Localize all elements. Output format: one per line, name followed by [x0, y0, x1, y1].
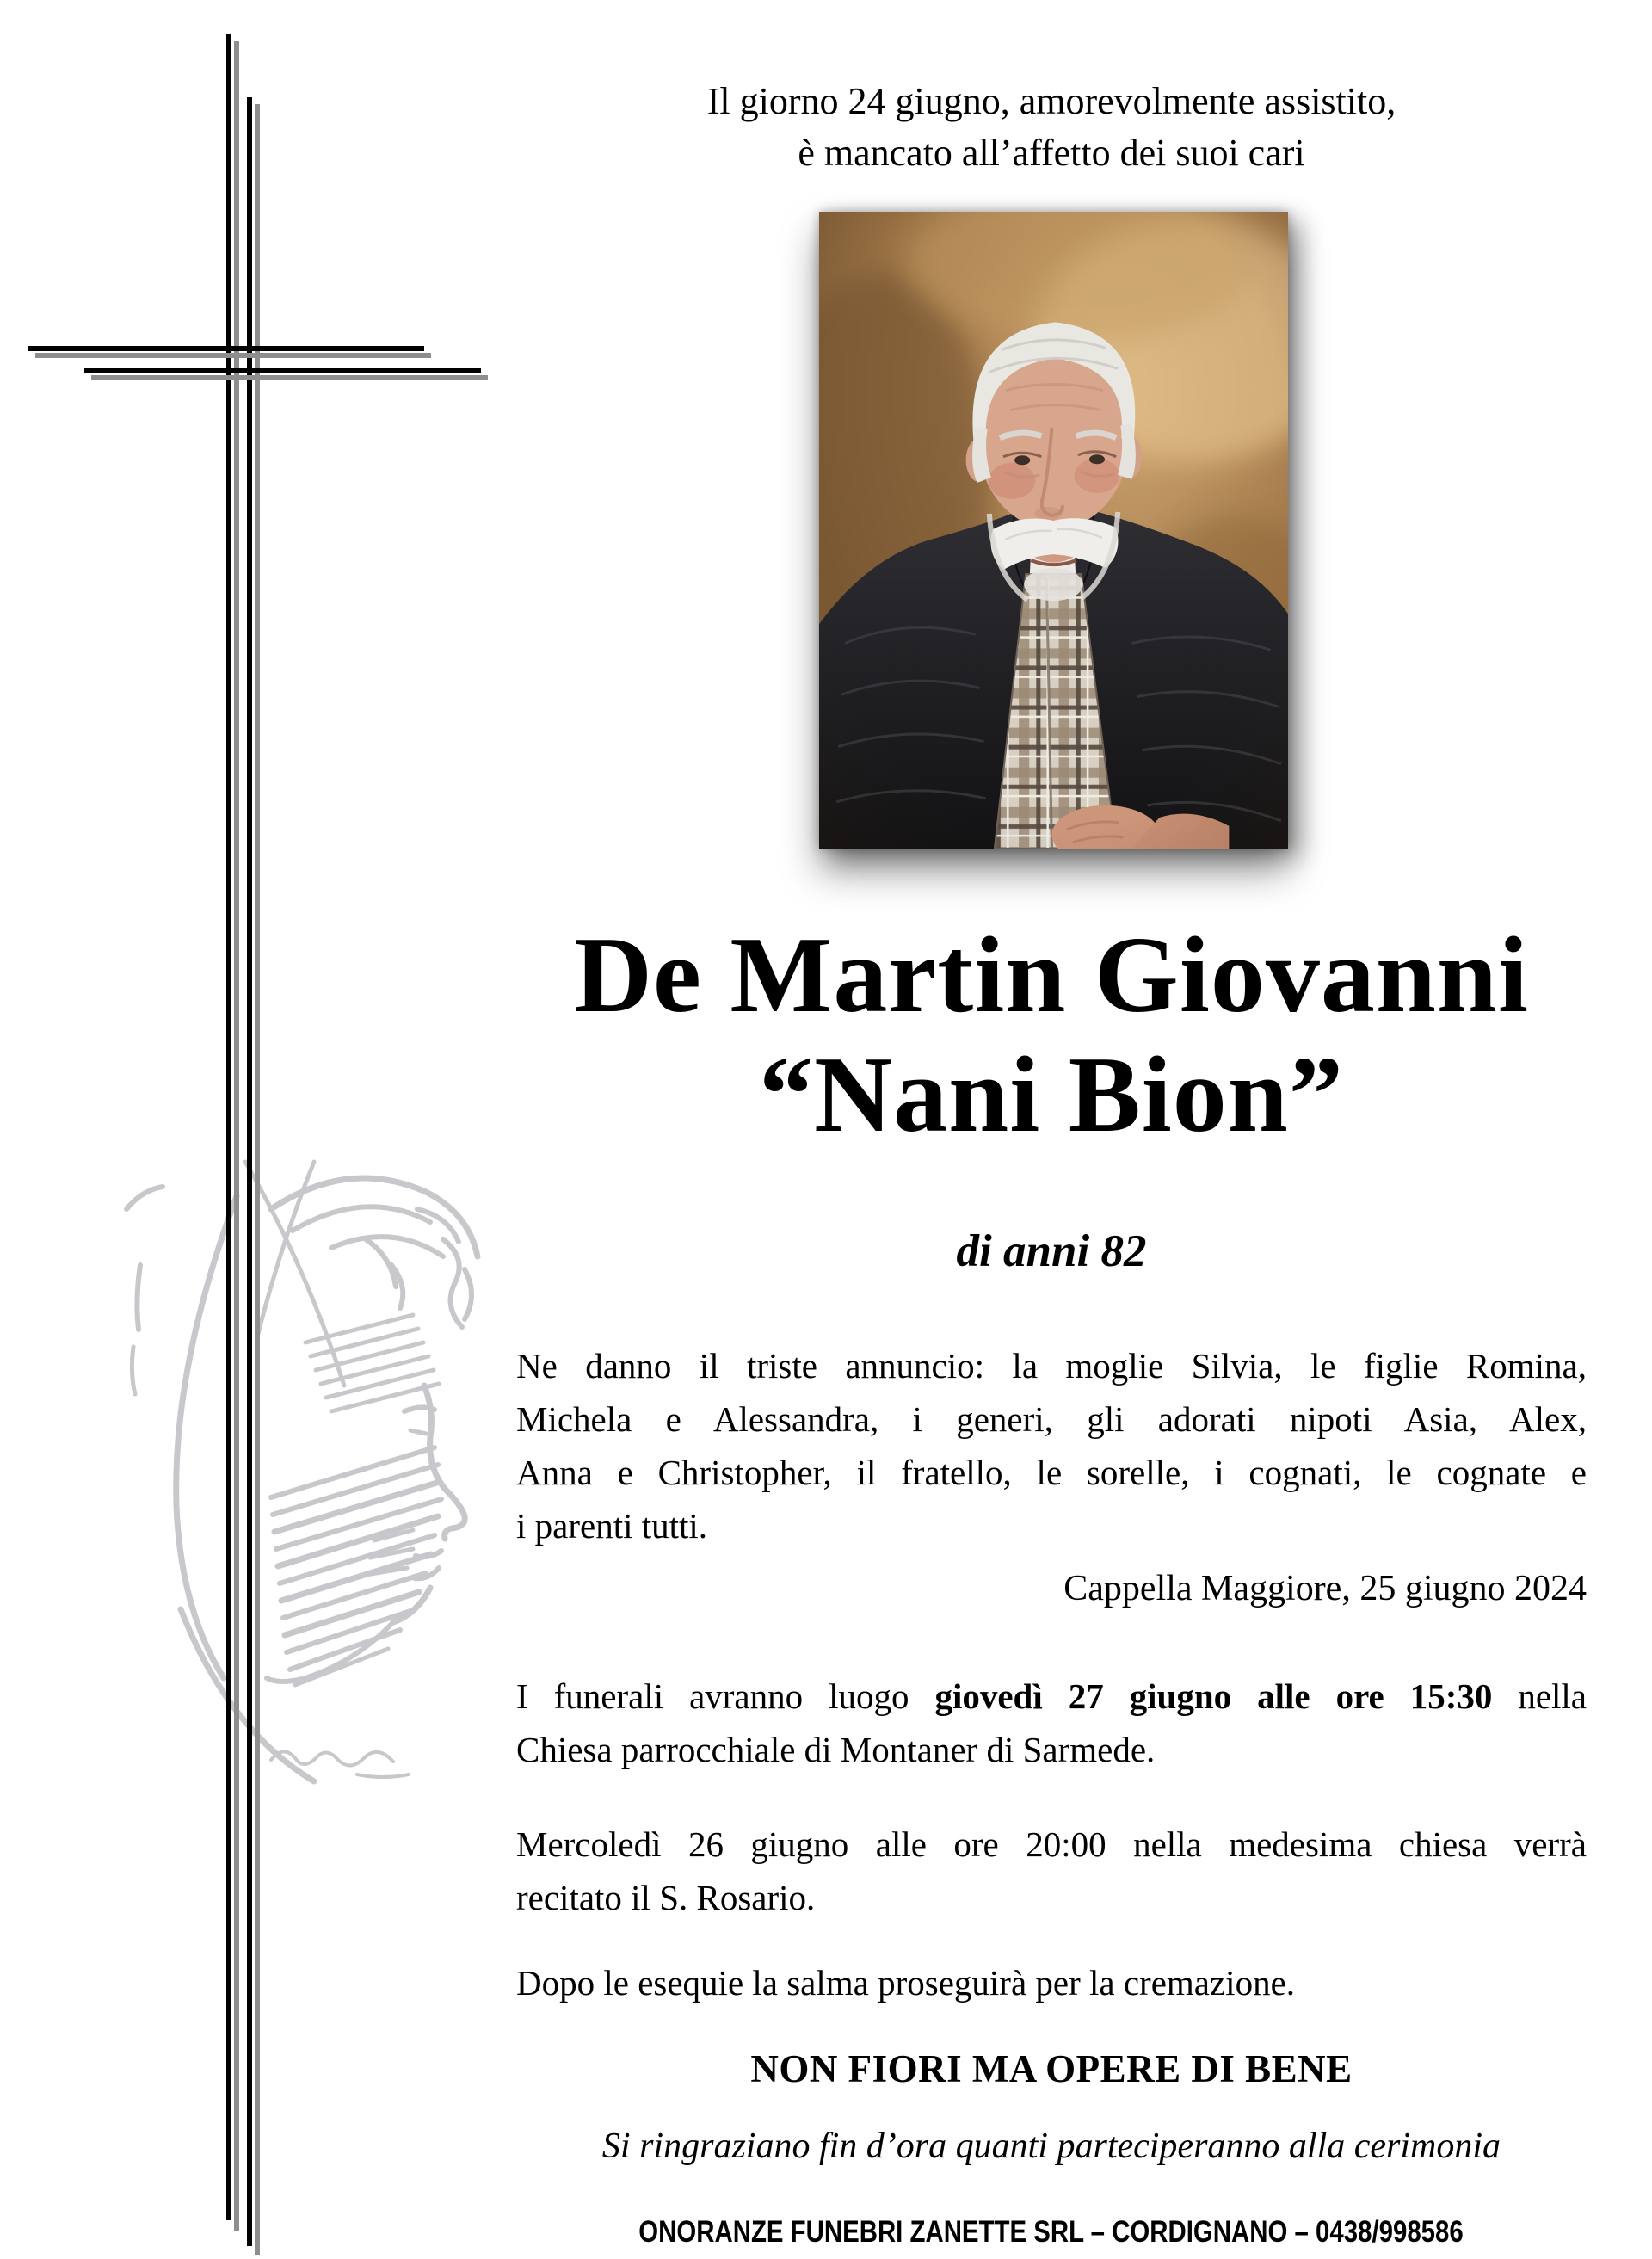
funeral-paragraph	[516, 1670, 1587, 1776]
rosary-line-2: recitato il S. Rosario.	[516, 1878, 816, 1917]
thanks-line: Si ringraziano fin d’ora quanti parteciperanno alla cerimonia	[601, 2126, 1501, 2166]
funeral-home-info: ONORANZE FUNEBRI ZANETTE SRL – CORDIGNANO – 0438/998586	[638, 2215, 1464, 2249]
rosary-line-1: Mercoledì 26 giugno alle ore 20:00 nella medesima chiesa verrà	[516, 1824, 1587, 1864]
funeral-line-1: I funerali avranno luogo giovedì 27 giugno alle ore 15:30 nella	[516, 1676, 1587, 1716]
cross-vertical-line-1	[226, 34, 231, 2220]
dateline: Cappella Maggiore, 25 giugno 2024	[1063, 1569, 1587, 1608]
announcement-line-4: i parenti tutti.	[516, 1506, 708, 1546]
funeral-datetime-bold: giovedì 27 giugno alle ore 15:30	[934, 1676, 1493, 1716]
footer-line	[516, 2215, 1587, 2250]
announcement-line-1: Ne danno il triste annuncio: la moglie Silvia, le figlie Romina,	[516, 1346, 1587, 1386]
deceased-name-block	[516, 916, 1587, 1155]
deceased-name: De Martin Giovanni	[574, 916, 1529, 1035]
rosary-paragraph	[516, 1818, 1587, 1924]
cross-horizontal-shadow-1	[35, 353, 431, 358]
no-flowers-line: NON FIORI MA OPERE DI BENE	[750, 2047, 1353, 2090]
cross-horizontal-shadow-2	[91, 375, 488, 380]
intro-line-2: è mancato all’affetto dei suoi cari	[798, 132, 1305, 174]
cremation-line: Dopo le esequie la salma proseguirà per la cremazione.	[516, 1963, 1296, 2003]
intro-text	[516, 76, 1587, 179]
intro-line-1: Il giorno 24 giugno, amorevolmente assistito,	[706, 80, 1396, 122]
deceased-nickname: “Nani Bion”	[759, 1035, 1344, 1155]
cross-horizontal-line-2	[84, 368, 481, 373]
announcement-line-3: Anna e Christopher, il fratello, le sorelle, i cognati, le cognate e	[516, 1453, 1587, 1492]
announcement-line-2: Michela e Alessandra, i generi, gli adorati nipoti Asia, Alex,	[516, 1399, 1587, 1439]
cross-horizontal-line-1	[28, 346, 424, 351]
cross-vertical-shadow-2	[255, 104, 260, 2255]
cross-vertical-line-2	[247, 97, 252, 2246]
announcement-paragraph	[516, 1339, 1587, 1552]
funeral-line-2: Chiesa parrocchiale di Montaner di Sarmede.	[516, 1730, 1156, 1769]
age-line: di anni 82	[956, 1226, 1147, 1276]
